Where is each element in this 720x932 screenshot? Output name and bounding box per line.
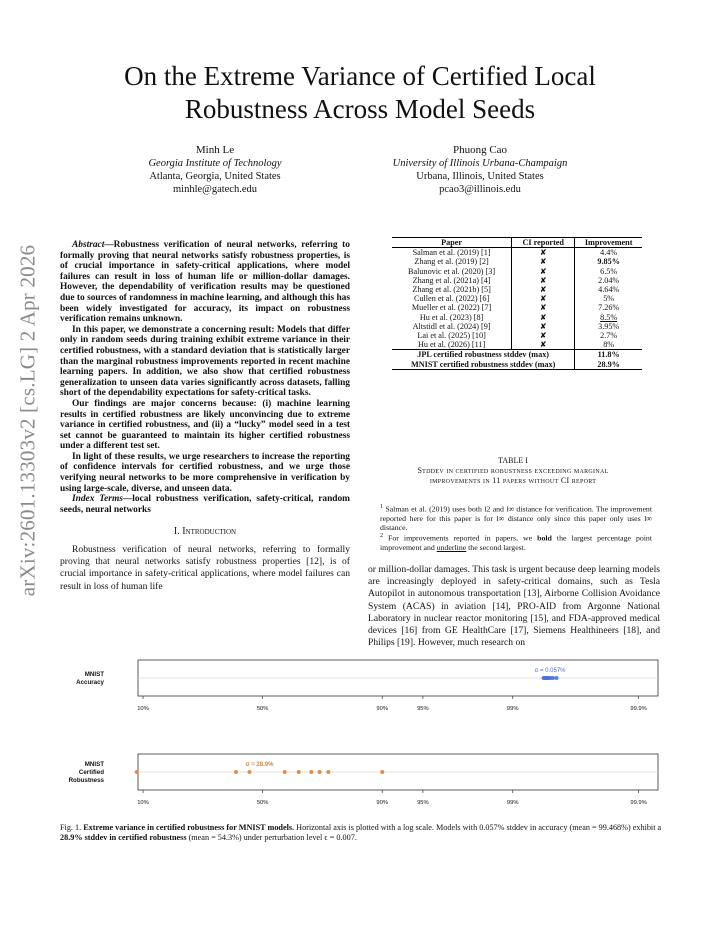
cell-ci-reported: ✘ <box>512 267 575 276</box>
intro-paragraph-left: Robustness verification of neural networks, referring to formally proving that neural networks satisfy robustness properties [12], is of crucial importance in safety-critical applications, where model failures can result in loss of human life <box>60 544 350 592</box>
abstract-text-1: —Robustness verification of neural networks, referring to formally proving that neural networks satisfy robustness properties, is of crucial importance in safety-critical applications, where model failures can result in loss of human life or million-dollar damages. However, the dependability of verification results may be questioned due to sources of randomness in machine learning, and although this has been widely investigated for accuracy, its impact on robustness verification remains unknown. <box>60 240 350 325</box>
table-header-row <box>392 238 642 248</box>
table-row <box>392 276 642 285</box>
table-row <box>392 340 642 350</box>
abstract-paragraph-2: In this paper, we demonstrate a concerning result: Models that differ only in random seeds during training exhibit extreme variance in their certified robustness, with a standard deviation that is statistically larger than the marginal robustness improvements reported in recent machine learning papers. In addition, we also show that certified robustness generalization to unseen data varies significantly across datasets, falling short of the dependability expectations for safety-critical tasks. <box>60 324 350 399</box>
table-caption-label: TABLE I <box>498 456 528 465</box>
tick-label: 99% <box>506 800 519 806</box>
figure-caption-bold-1: Extreme variance in certified robustness for MNIST models. <box>83 823 295 832</box>
axis-label: Accuracy <box>76 679 104 686</box>
axis-label: Certified <box>78 769 104 776</box>
cell-improvement: 4.64% <box>598 285 620 295</box>
cell-improvement: 4.4% <box>600 248 618 258</box>
summary-row <box>392 350 642 360</box>
figure-1-chart <box>60 648 670 828</box>
cell-improvement: 8% <box>603 340 615 350</box>
tick-label: 90% <box>376 706 389 712</box>
cell-paper: Cullen et al. (2022) [6] <box>392 294 512 303</box>
cell-ci-reported: ✘ <box>512 322 575 331</box>
author-location: Urbana, Illinois, United States <box>416 171 544 182</box>
tick-label: 50% <box>256 706 269 712</box>
cell-ci-reported: ✘ <box>512 331 575 340</box>
tick-label: 10% <box>137 800 149 806</box>
data-point <box>318 770 322 774</box>
index-terms-label: Index Terms <box>72 494 123 505</box>
footnote-2-text-c: the second largest. <box>466 543 526 552</box>
footnote-1 <box>380 503 652 532</box>
data-point <box>135 770 139 774</box>
title-line-1: On the Extreme Variance of Certified Local <box>124 61 596 91</box>
abstract-paragraph-3: Our findings are major concerns because: (i) machine learning results in certified robustness are likely unconvincing due to extreme variance in certified robustness, and (ii) a “lucky” model seed in a test set cannot be guaranteed to maintain its higher certified robustness under a different test set. <box>60 398 350 452</box>
data-point <box>555 676 559 680</box>
table-summary <box>392 350 642 369</box>
paper-title <box>60 60 660 126</box>
cell-improvement: 7.26% <box>598 303 620 313</box>
figure-caption <box>60 823 670 843</box>
tick-label: 99.9% <box>630 706 647 712</box>
cell-ci-reported: ✘ <box>512 340 575 350</box>
axis-label: MNIST <box>84 761 104 768</box>
header-ci: CI reported <box>512 238 575 248</box>
cell-improvement: 3.95% <box>598 321 620 331</box>
tick-label: 95% <box>417 800 429 806</box>
cell-improvement: 2.7% <box>600 331 618 341</box>
table-caption-line-1: Stddev in certified robustness exceeding marginal <box>417 466 609 475</box>
tick-label: 50% <box>256 800 269 806</box>
header-paper: Paper <box>392 238 512 248</box>
footnote-mark: 2 <box>380 533 383 540</box>
summary-row <box>392 360 642 370</box>
index-terms <box>60 494 350 515</box>
figure-caption-text-2: (mean = 54.3%) under perturbation level ϵ = 0.007. <box>186 833 357 842</box>
data-point <box>326 770 330 774</box>
arxiv-id-text: arXiv:2601.13303v2 [cs.LG] 2 Apr 2026 <box>15 244 40 596</box>
summary-value: 28.9% <box>597 359 620 369</box>
data-point <box>283 770 287 774</box>
data-point <box>247 770 251 774</box>
cell-ci-reported: ✘ <box>512 248 575 258</box>
author-email: pcao3@illinois.edu <box>439 184 521 195</box>
figure-caption-text-1: Horizontal axis is plotted with a log scale. Models with 0.057% stddev in accuracy (mean = 99.468%) exhibit a <box>294 823 662 832</box>
sigma-annotation: σ = 28.9% <box>245 762 274 768</box>
table-row <box>392 248 642 258</box>
author-location: Atlanta, Georgia, United States <box>149 171 281 182</box>
cell-improvement: 8.5% <box>600 312 618 322</box>
left-column <box>60 240 350 593</box>
table-row <box>392 313 642 322</box>
cell-paper: Zhang et al. (2021b) [5] <box>392 285 512 294</box>
index-terms-text: —local robustness verification, safety-critical, random seeds, neural networks <box>60 494 350 515</box>
data-point <box>380 770 384 774</box>
tick-label: 99% <box>506 706 519 712</box>
cell-paper: Mueller et al. (2022) [7] <box>392 303 512 312</box>
author-name: Minh Le <box>195 144 235 156</box>
axis-label: Robustness <box>68 777 104 784</box>
cell-paper: Salman et al. (2019) [1] <box>392 248 512 258</box>
right-column <box>368 564 660 649</box>
tick-label: 90% <box>376 800 389 806</box>
footnote-2-text-a: For improvements reported in papers, we <box>388 533 538 543</box>
sigma-annotation: σ = 0.057% <box>534 668 566 674</box>
table-row <box>392 331 642 340</box>
cell-paper: Altstidl et al. (2024) [9] <box>392 322 512 331</box>
table-caption <box>368 456 658 486</box>
table-row <box>392 285 642 294</box>
cell-paper: Lai et al. (2025) [10] <box>392 331 512 340</box>
footnote-1-text: Salman et al. (2019) uses both l2 and l∞ distance for verification. The improvement reported here for this paper is for l∞ distance only since this paper only uses l∞ distance. <box>380 504 652 532</box>
footnote-mark: 1 <box>380 504 383 510</box>
cell-ci-reported: ✘ <box>512 257 575 266</box>
figure-caption-bold-2: 28.9% stddev in certified robustness <box>60 833 187 842</box>
intro-paragraph-right: or million-dollar damages. This task is urgent because deep learning models are increasingly deployed in safety-critical domains, such as Tesla Autopilot in autonomous transportation [13], Airborne Collision Avoidance System (ACAS) in aviation [14], PRO-AID from Argonne National Laboratory in nuclear reactor monitoring [15], and FDA-approved medical devices [16] from GE HealthCare [17], Siemens Healthineers [18], and Philips [19]. However, much research on <box>368 564 660 649</box>
author-affiliation: University of Illinois Urbana-Champaign <box>392 158 568 169</box>
footnotes <box>380 503 652 552</box>
footnote-2 <box>380 532 652 552</box>
cell-improvement: 6.5% <box>600 266 618 276</box>
table-caption-line-2: improvements in 11 papers without CI report <box>429 476 597 485</box>
footnote-2-bold: bold <box>537 533 552 543</box>
title-line-2: Robustness Across Model Seeds <box>184 94 536 124</box>
cell-ci-reported: ✘ <box>512 285 575 294</box>
papers-table <box>392 237 642 370</box>
footnote-2-underline: underline <box>436 543 467 552</box>
cell-improvement: 5% <box>603 294 615 304</box>
author-email: minhle@gatech.edu <box>172 184 257 195</box>
cell-improvement: 2.04% <box>598 275 620 285</box>
arxiv-stamp <box>8 160 48 680</box>
tick-label: 99.9% <box>630 800 647 806</box>
header-improvement: Improvement <box>584 238 633 247</box>
table-row <box>392 322 642 331</box>
section-heading: I. Introduction <box>173 526 237 538</box>
data-point <box>234 770 238 774</box>
author-block-2 <box>360 144 600 196</box>
summary-label: JPL certified robustness stddev (max) <box>392 350 575 360</box>
cell-paper: Zhang et al. (2019) [2] <box>392 257 512 266</box>
data-point <box>297 770 301 774</box>
abstract-label: Abstract <box>72 240 105 250</box>
cell-paper: Hu et al. (2026) [11] <box>392 340 512 350</box>
table-row <box>392 294 642 303</box>
cell-ci-reported: ✘ <box>512 303 575 312</box>
footnote-2-text-b: the largest percentage point improvement and <box>380 533 652 552</box>
author-name: Phuong Cao <box>452 144 508 156</box>
abstract <box>60 240 350 515</box>
summary-label: MNIST certified robustness stddev (max) <box>392 360 575 370</box>
abstract-paragraph-4: In light of these results, we urge researchers to increase the reporting of confidence intervals for certified robustness, and we urge those verifying neural networks to be more comprehensive in verification by using large-scale, diverse, and unseen data. <box>60 451 350 494</box>
cell-improvement: 9.85% <box>597 257 620 267</box>
data-point <box>551 676 555 680</box>
cell-paper: Zhang et al. (2021a) [4] <box>392 276 512 285</box>
cell-ci-reported: ✘ <box>512 276 575 285</box>
figure-caption-label: Fig. 1. <box>60 823 82 832</box>
abstract-paragraph-1 <box>60 240 350 325</box>
summary-value: 11.8% <box>597 350 620 360</box>
table-row <box>392 303 642 312</box>
tick-label: 95% <box>417 706 429 712</box>
axis-label: MNIST <box>84 671 104 678</box>
author-block-1 <box>110 144 320 196</box>
data-point <box>309 770 313 774</box>
table-row <box>392 257 642 266</box>
cell-ci-reported: ✘ <box>512 313 575 322</box>
author-affiliation: Georgia Institute of Technology <box>148 158 282 169</box>
table-body <box>392 248 642 350</box>
tick-label: 10% <box>137 706 149 712</box>
cell-paper: Hu et al. (2023) [8] <box>392 313 512 322</box>
table-row <box>392 267 642 276</box>
cell-ci-reported: ✘ <box>512 294 575 303</box>
cell-paper: Balunovic et al. (2020) [3] <box>392 267 512 276</box>
